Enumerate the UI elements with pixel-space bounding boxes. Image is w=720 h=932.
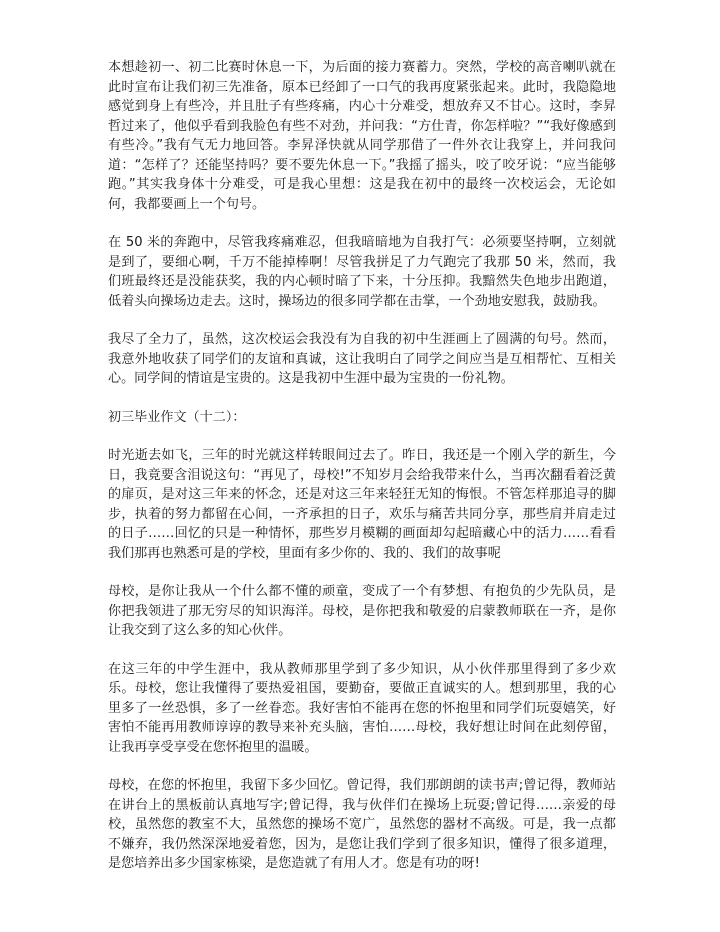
- paragraph-three-years: 在这三年的中学生涯中，我从教师那里学到了多少知识，从小伙伴那里得到了多少欢乐。母校，您让我懂得了要热爱祖国，要勤奋，要做正直诚实的人。想到那里，我的心里多了一丝恐惧，多了一丝眷恋。我好害怕不能再在您的怀抱里和同学们玩耍嬉笑，好害怕不能再用教师谆谆的教导来补充头脑，害怕……母校，我好想让时间在此刻停留，让我再享受享受在您怀抱里的温暖。: [108, 661, 616, 755]
- paragraph-alma-mater: 母校，是你让我从一个什么都不懂的顽童，变成了一个有梦想、有抱负的少先队员，是你把我领进了那无穷尽的知识海洋。母校，是你把我和敬爱的启蒙教师联在一齐，是你让我交到了这么多的知心伙伴。: [108, 584, 616, 638]
- paragraph-memories: 母校，在您的怀抱里，我留下多少回忆。曾记得，我们那朗朗的读书声;曾记得，教师站在讲台上的黑板前认真地写字;曾记得，我与伙伴们在操场上玩耍;曾记得……亲爱的母校，虽然您的教室不大，虽然您的操场不宽广，虽然您的器材不高级。可是，我一点都不嫌弃，我仍然深深地爱着您，因为，是您让我们学到了很多知识，懂得了很多道理，是您培养出多少国家栋梁，是您造就了有用人才。您是有功的呀!: [108, 778, 616, 871]
- paragraph-50m-run: 在 50 米的奔跑中，尽管我疼痛难忍，但我暗暗地为自我打气：必须要坚持啊，立刻就是到了，要细心啊，千万不能掉棒啊！尽管我拼足了力气跑完了我那 50 米，然而，我们班最终还是没能获奖，我的内心顿时暗了下来，十分压抑。我黯然失色地步出跑道，低着头向操场边走去。这时，操场边的很多同学都在击掌，一个劲地安慰我，鼓励我。: [108, 235, 616, 309]
- document-body: [108, 58, 616, 893]
- paragraph-relay-race: 本想趁初一、初二比赛时休息一下，为后面的接力赛蓄力。突然，学校的高音喇叭就在此时宣布让我们初三先准备，原本已经卸了一口气的我再度紧张起来。此时，我隐隐地感觉到身上有些冷，并且肚子有些疼痛，内心十分难受，想放弃又不甘心。这时，李昇哲过来了，他似乎看到我脸色有些不对劲，并问我：“方仕青，你怎样啦？”“我好像感到有些冷。”我有气无力地回答。李昇泽快就从同学那借了一件外衣让我穿上，并问我问道：“怎样了？还能坚持吗？要不要先休息一下。”我摇了摇头，咬了咬牙说：“应当能够跑。”其实我身体十分难受，可是我心里想：这是我在初中的最终一次校运会，无论如何，我都要画上一个句号。: [108, 60, 616, 212]
- essay-heading: 初三毕业作文（十二）：: [108, 409, 246, 425]
- paragraph-time-flies: 时光逝去如飞，三年的时光就这样转眼间过去了。昨日，我还是一个刚入学的新生，今日，我竟要含泪说这句：“再见了，母校!”不知岁月会给我带来什么，当再次翻看着泛黄的扉页，是对这三年来的怀念，还是对这三年来轻狂无知的悔恨。不管怎样那追寻的脚步，执着的努力都留在心间，一齐承担的日子，欢乐与痛苦共同分享，那些肩并肩走过的日子……回忆的只是一种情怀，那些岁月模糊的画面却勾起暗藏心中的活力……看看我们那再也熟悉可是的学校，里面有多少你的、我的、我们的故事呢: [108, 448, 616, 561]
- paragraph-friendship: 我尽了全力了，虽然，这次校运会我没有为自我的初中生涯画上了圆满的句号。然而，我意外地收获了同学们的友谊和真诚，这让我明白了同学之间应当是互相帮忙、互相关心。同学间的情谊是宝贵的。这是我初中生涯中最为宝贵的一份礼物。: [108, 332, 616, 386]
